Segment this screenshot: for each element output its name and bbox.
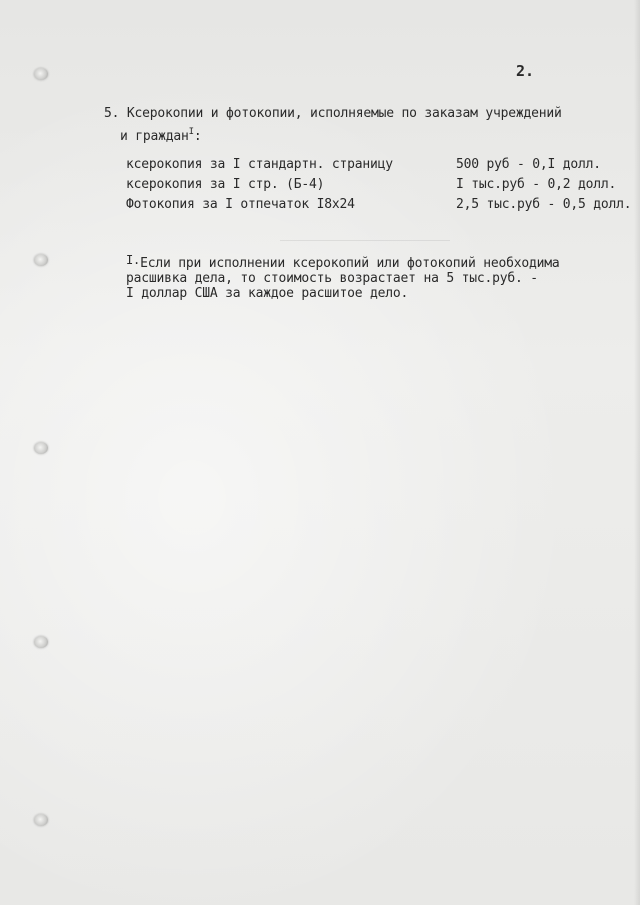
section-title-line2-wrap	[104, 123, 604, 146]
section-number: 5.	[104, 106, 120, 121]
footnote-line-1-wrap	[126, 253, 596, 271]
price-item: Фотокопия за I отпечаток I8x24	[126, 197, 355, 212]
punch-hole	[34, 254, 48, 266]
footnote-line-3: I доллар США за каждое расшитое дело.	[126, 286, 409, 301]
section-title-line2: и граждан	[120, 129, 189, 144]
section-heading	[104, 104, 604, 146]
price-list	[126, 155, 638, 215]
price-cost: I тыс.руб - 0,2 долл.	[456, 177, 617, 192]
punch-hole	[34, 442, 48, 454]
divider	[280, 240, 450, 241]
footnote-line-1: Если при исполнении ксерокопий или фотокопий необходима	[140, 256, 560, 271]
footnote-marker: I.	[126, 253, 141, 267]
punch-hole	[34, 814, 48, 826]
price-cost: 500 руб - 0,I долл.	[456, 157, 601, 172]
price-row	[126, 155, 638, 175]
page-number: 2.	[516, 62, 535, 80]
punch-hole	[34, 68, 48, 80]
page-edge-shadow	[634, 0, 640, 905]
footnote-line-2: расшивка дела, то стоимость возрастает на 5 тыс.руб. -	[126, 271, 538, 286]
price-item: ксерокопия за I стр. (Б-4)	[126, 177, 325, 192]
price-item: ксерокопия за I стандартн. страницу	[126, 157, 393, 172]
footnote-reference: I	[188, 127, 194, 137]
price-row	[126, 195, 638, 215]
section-title-line1: Ксерокопии и фотокопии, исполняемые по заказам учреждений	[126, 106, 562, 121]
price-cost: 2,5 тыс.руб - 0,5 долл.	[456, 197, 632, 212]
footnote	[126, 253, 596, 301]
price-row	[126, 175, 638, 195]
punch-hole	[34, 636, 48, 648]
section-title-suffix: :	[193, 129, 202, 144]
